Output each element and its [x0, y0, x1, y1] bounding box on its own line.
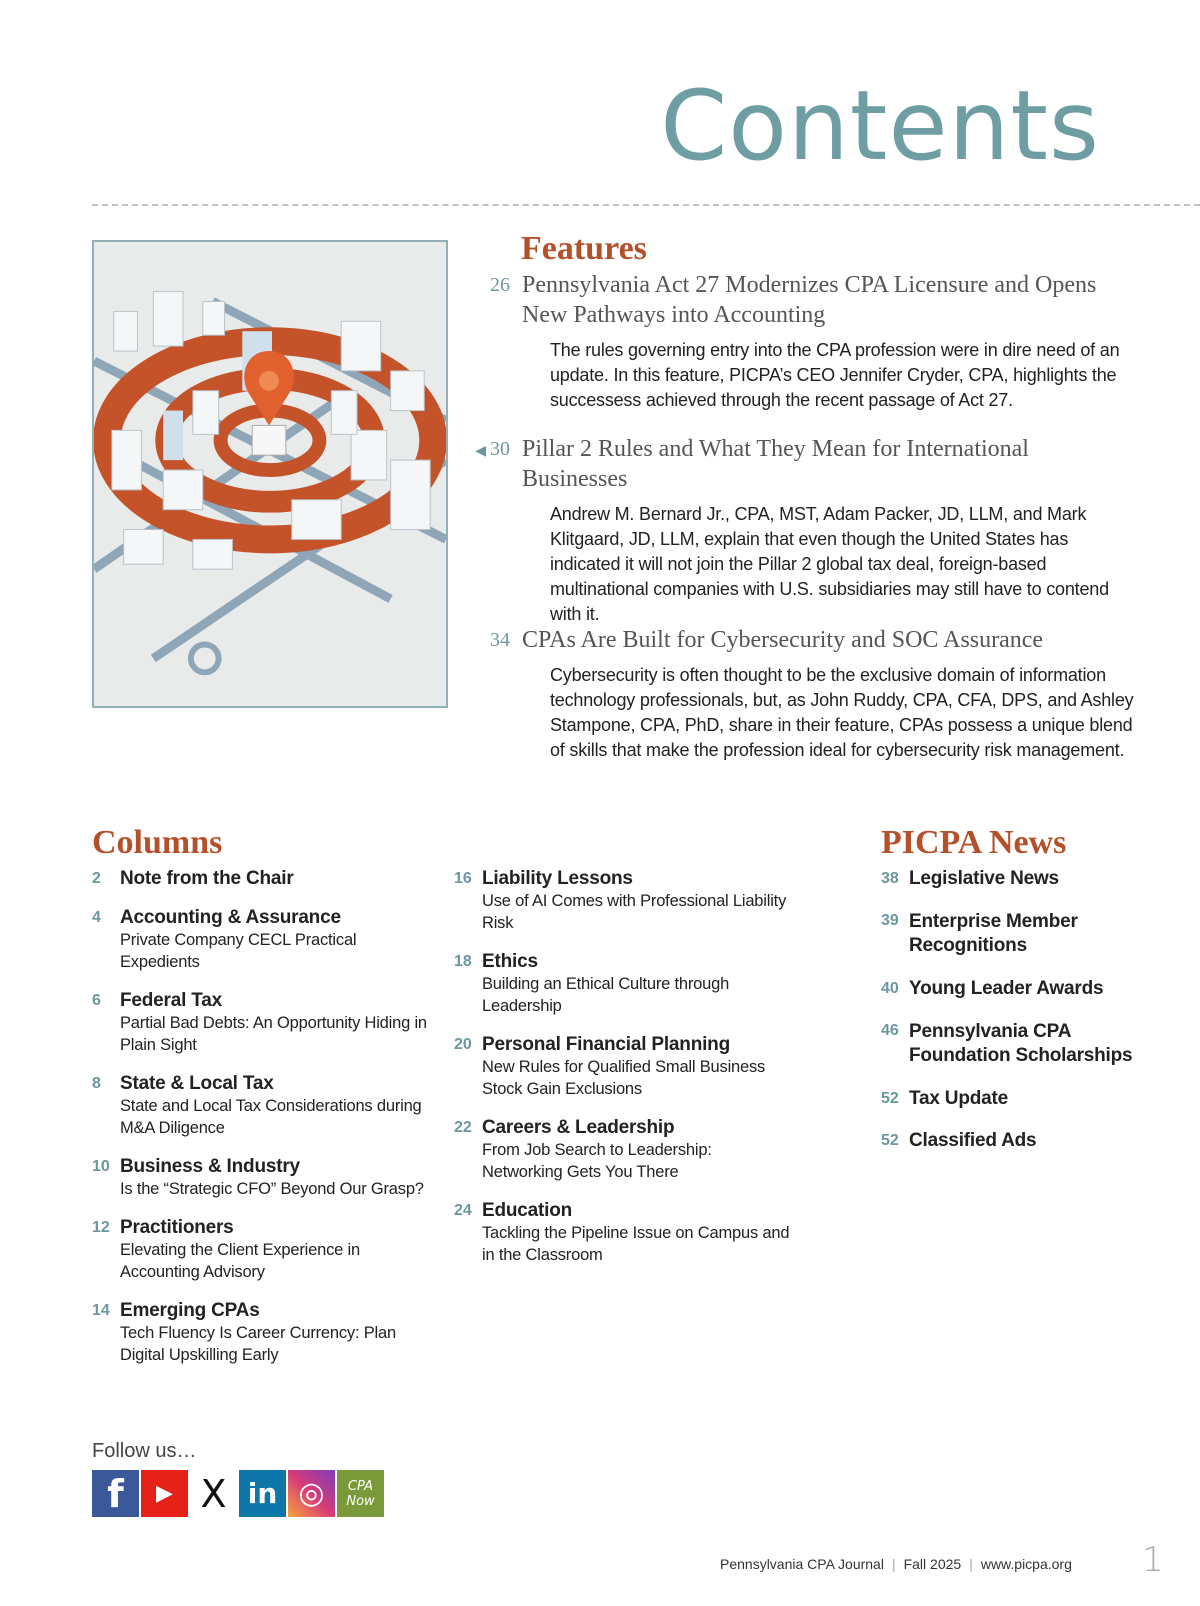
website-link[interactable]: www.picpa.org [980, 1556, 1072, 1572]
issue-date: Fall 2025 [903, 1556, 962, 1572]
list-item[interactable] [92, 868, 432, 890]
facebook-icon[interactable]: f [92, 1470, 139, 1517]
column-title: Personal Financial Planning [482, 1034, 730, 1055]
list-item[interactable] [92, 1156, 432, 1200]
list-item[interactable] [92, 1217, 432, 1283]
page-number: 46 [881, 1022, 899, 1039]
news-title: Tax Update [909, 1088, 1009, 1109]
follow-us-label: Follow us… [92, 1440, 197, 1462]
instagram-icon[interactable]: ◎ [288, 1470, 335, 1517]
feature-item[interactable] [475, 434, 1140, 627]
feature-item[interactable] [480, 270, 1140, 413]
list-item[interactable] [881, 1088, 1171, 1110]
column-title: Accounting & Assurance [120, 907, 341, 928]
columns-heading: Columns [92, 824, 223, 861]
column-title: Liability Lessons [482, 868, 633, 889]
news-list [881, 868, 1171, 1172]
column-subtitle: New Rules for Qualified Small Business Stock Gain Exclusions [482, 1058, 766, 1098]
column-title: Federal Tax [120, 990, 222, 1011]
list-item[interactable] [881, 1020, 1171, 1068]
column-title: Emerging CPAs [120, 1300, 260, 1321]
page-title: Contents [660, 70, 1100, 182]
feature-description: Andrew M. Bernard Jr., CPA, MST, Adam Packer, JD, LLM, and Mark Klitgaard, JD, LLM, explain that even though the United States has indicated it will not join the Pillar 2 global tax deal, foreign-based multinational companies with U.S. subsidiaries may still have to contend with it. [550, 504, 1109, 624]
news-title: Enterprise Member Recognitions [909, 911, 1078, 956]
social-links [92, 1470, 384, 1517]
list-item[interactable] [454, 1200, 794, 1266]
journal-name: Pennsylvania CPA Journal [720, 1556, 884, 1572]
x-icon[interactable]: X [190, 1470, 237, 1517]
page-number: 22 [454, 1119, 472, 1136]
column-title: Note from the Chair [120, 868, 294, 889]
list-item[interactable] [92, 990, 432, 1056]
list-item[interactable] [881, 910, 1171, 958]
column-subtitle: Tech Fluency Is Career Currency: Plan Digital Upskilling Early [120, 1324, 396, 1364]
page-number: 10 [92, 1158, 110, 1175]
column-subtitle: Use of AI Comes with Professional Liability Risk [482, 892, 787, 932]
youtube-icon[interactable]: ▶ [141, 1470, 188, 1517]
feature-title: Pillar 2 Rules and What They Mean for International Businesses [522, 436, 1029, 492]
columns-list-right [454, 868, 794, 1283]
column-title: Business & Industry [120, 1156, 300, 1177]
page-number: 20 [454, 1036, 472, 1053]
columns-list-left [92, 868, 432, 1383]
page-number: 24 [454, 1202, 472, 1219]
column-subtitle: From Job Search to Leadership: Networking Gets You There [482, 1141, 712, 1181]
news-title: Pennsylvania CPA Foundation Scholarships [909, 1021, 1133, 1066]
feature-page-number: 34 [490, 629, 510, 651]
list-item[interactable] [92, 907, 432, 973]
news-title: Classified Ads [909, 1130, 1037, 1151]
page-number: 4 [92, 909, 101, 926]
feature-description: Cybersecurity is often thought to be the exclusive domain of information technology professionals, but, as John Ruddy, CPA, CFA, DPS, and Ashley Stampone, CPA, PhD, share in their feature, CPAs possess a unique blend of skills that make the profession ideal for cybersecurity risk management. [550, 665, 1134, 760]
page-number: 8 [92, 1075, 101, 1092]
news-title: Young Leader Awards [909, 978, 1104, 999]
page-number: 14 [92, 1302, 110, 1319]
column-subtitle: Private Company CECL Practical Expedients [120, 931, 357, 971]
column-subtitle: Is the “Strategic CFO” Beyond Our Grasp? [120, 1180, 424, 1198]
column-subtitle: Building an Ethical Culture through Leadership [482, 975, 730, 1015]
column-subtitle: Partial Bad Debts: An Opportunity Hiding in Plain Sight [120, 1014, 427, 1054]
column-title: State & Local Tax [120, 1073, 274, 1094]
column-subtitle: State and Local Tax Considerations during M&A Diligence [120, 1097, 422, 1137]
list-item[interactable] [454, 951, 794, 1017]
cover-illustration [92, 240, 448, 708]
list-item[interactable] [92, 1300, 432, 1366]
picpa-news-heading: PICPA News [881, 824, 1067, 861]
list-item[interactable] [454, 1117, 794, 1183]
list-item[interactable] [881, 868, 1171, 890]
list-item[interactable] [454, 1034, 794, 1100]
cpa-now-icon[interactable]: CPA Now [337, 1470, 384, 1517]
column-subtitle: Elevating the Client Experience in Accounting Advisory [120, 1241, 360, 1281]
features-heading: Features [521, 230, 647, 267]
page-number: 40 [881, 980, 899, 997]
page-number: 38 [881, 870, 899, 887]
page-number: 52 [881, 1090, 899, 1107]
page-number: 52 [881, 1132, 899, 1149]
feature-item[interactable] [480, 625, 1140, 763]
list-item[interactable] [881, 1130, 1171, 1152]
list-item[interactable] [92, 1073, 432, 1139]
news-title: Legislative News [909, 868, 1059, 889]
footer: Pennsylvania CPA Journal | Fall 2025 | www.picpa.org [720, 1556, 1072, 1572]
column-subtitle: Tackling the Pipeline Issue on Campus and in the Classroom [482, 1224, 790, 1264]
page-number: 18 [454, 953, 472, 970]
feature-page-number: 26 [490, 274, 510, 296]
list-item[interactable] [454, 868, 794, 934]
page-number: 1 [1142, 1540, 1164, 1580]
feature-page-number: 30 [490, 438, 510, 460]
feature-description: The rules governing entry into the CPA profession were in dire need of an update. In this feature, PICPA’s CEO Jennifer Cryder, CPA, highlights the successess achieved through the recent passage of Act 27. [550, 340, 1120, 410]
feature-title: Pennsylvania Act 27 Modernizes CPA Licensure and Opens New Pathways into Accounting [522, 272, 1097, 328]
page-number: 6 [92, 992, 101, 1009]
page-number: 2 [92, 870, 101, 887]
column-title: Ethics [482, 951, 538, 972]
feature-title: CPAs Are Built for Cybersecurity and SOC Assurance [522, 627, 1044, 653]
column-title: Practitioners [120, 1217, 234, 1238]
linkedin-icon[interactable]: in [239, 1470, 286, 1517]
list-item[interactable] [881, 978, 1171, 1000]
page-number: 12 [92, 1219, 110, 1236]
page-number: 39 [881, 912, 899, 929]
triangle-marker-icon: ◀ [475, 444, 486, 459]
column-title: Careers & Leadership [482, 1117, 675, 1138]
page-number: 16 [454, 870, 472, 887]
column-title: Education [482, 1200, 573, 1221]
divider [92, 204, 1200, 206]
